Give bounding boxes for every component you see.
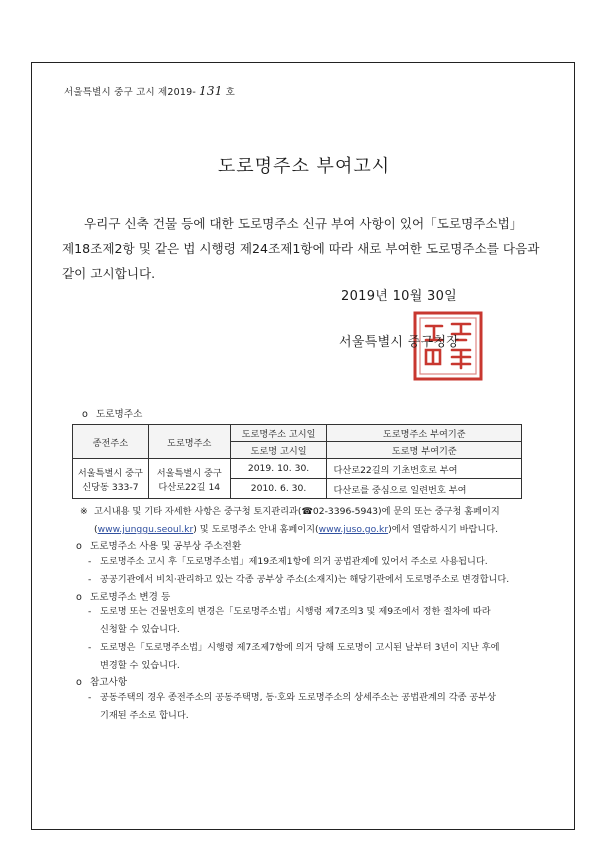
cell-notice-date: 2019. 10. 30. — [230, 459, 327, 479]
notice-number: 서울특별시 중구 고시 제2019- 131 호 — [64, 84, 235, 98]
reference-note: ※ 고시내용 및 기타 자세한 사항은 중구청 토지관리과(☎02-3396-5943)에 문의 또는 중구청 홈페이지 (www.junggu.seoul.kr) 및 도로명주소 안내 홈페이지(www.juso.go.kr)에서 열람하시기 바랍니다. — [80, 506, 500, 535]
cell-criteria-1: 다산로22길의 기초번호로 부여 — [327, 459, 522, 479]
header-criteria: 도로명주소 부여기준 — [327, 425, 522, 442]
address-table — [72, 424, 522, 499]
list-item: - 도로명 또는 건물번호의 변경은「도로명주소법」시행령 제7조의3 및 제9조에서 정한 절차에 따라 — [88, 606, 491, 617]
cell-old-address: 서울특별시 중구 신당동 333-7 — [73, 459, 149, 499]
section-usage: o 도로명주소 사용 및 공부상 주소전환 — [76, 541, 242, 552]
handwritten-number: 131 — [199, 84, 223, 98]
usage-items — [88, 553, 538, 589]
cell-road-notice-date: 2010. 6. 30. — [230, 479, 327, 499]
intro-paragraph: 우리구 신축 건물 등에 대한 도로명주소 신규 부여 사항이 있어「도로명주소법」 제18조제2항 및 같은 법 시행령 제24조제1항에 따라 새로 부여한 도로명주소를 다음과 같이 고시합니다. — [62, 216, 540, 281]
section-address: o 도로명주소 — [82, 409, 143, 420]
change-items: - 도로명 또는 건물번호의 변경은「도로명주소법」시행령 제7조의3 및 제9조에서 정한 절차에 따라 신청할 수 있습니다. - 도로명은「도로명주소법」시행령 제7조제7항에 의거 당해 도로명이 고시된 날부터 3년이 지난 후에 변경할 수 있습니다. — [88, 603, 538, 675]
juso-homepage-link[interactable]: www.juso.go.kr — [318, 524, 389, 535]
list-item: - 도로명은「도로명주소법」시행령 제7조제7항에 의거 당해 도로명이 고시된 날부터 3년이 지난 후에 — [88, 642, 500, 653]
reference-items: - 공동주택의 경우 종전주소의 공동주택명, 동·호와 도로명주소의 상세주소는 공법관계의 각종 공부상 기재된 주소로 합니다. — [88, 689, 538, 725]
page-title: 도로명주소 부여고시 — [217, 156, 391, 177]
list-item: - 공공기관에서 비치·관리하고 있는 각종 공부상 주소(소재지)는 해당기관에서 도로명주소로 변경합니다. — [88, 574, 510, 585]
header-old-address: 종전주소 — [73, 425, 149, 459]
issuing-office: 서울특별시 중구청장 — [339, 335, 460, 350]
header-road-notice-date: 도로명 고시일 — [230, 442, 327, 459]
section-reference: o 참고사항 — [76, 677, 128, 688]
header-road-criteria: 도로명 부여기준 — [327, 442, 522, 459]
junggu-homepage-link[interactable]: www.junggu.seoul.kr — [97, 524, 194, 535]
list-item: - 공동주택의 경우 종전주소의 공동주택명, 동·호와 도로명주소의 상세주소는 공법관계의 각종 공부상 — [88, 692, 497, 703]
notice-date: 2019년 10월 30일 — [341, 289, 458, 304]
header-road-address: 도로명주소 — [148, 425, 230, 459]
cell-criteria-2: 다산로를 중심으로 일련번호 부여 — [327, 479, 522, 499]
section-change: o 도로명주소 변경 등 — [76, 592, 171, 603]
header-notice-date: 도로명주소 고시일 — [230, 425, 327, 442]
cell-road-address: 서울특별시 중구 다산로22길 14 — [148, 459, 230, 499]
list-item: - 도로명주소 고시 후「도로명주소법」제19조제1항에 의거 공법관계에 있어서 주소로 사용됩니다. — [88, 556, 488, 567]
